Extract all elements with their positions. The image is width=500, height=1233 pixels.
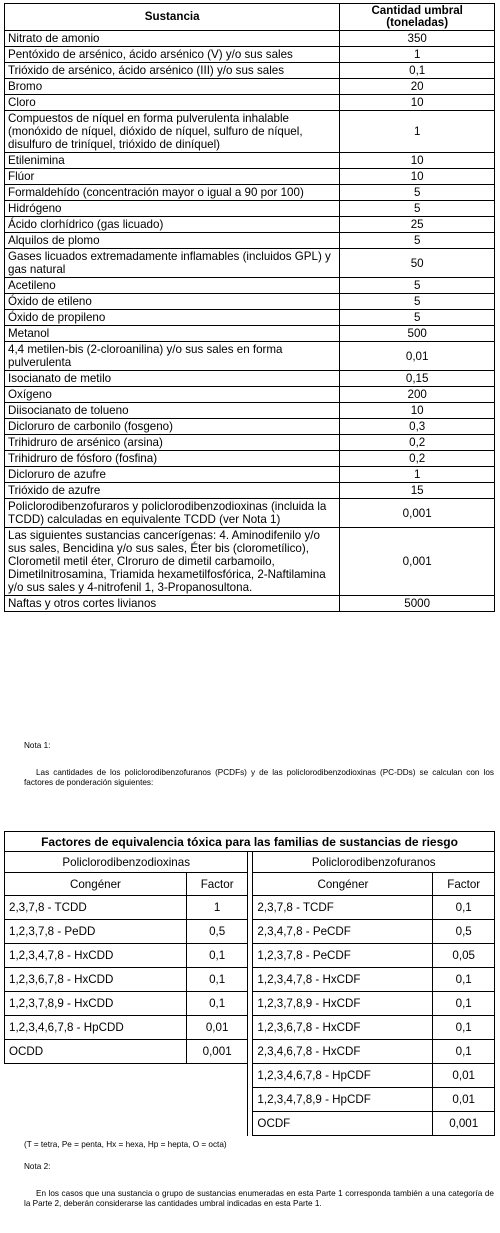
threshold-quantity: 10 <box>340 153 495 169</box>
substance-name: Trióxido de arsénico, ácido arsénico (III) y/o sus sales <box>5 63 340 79</box>
furan-congener: 1,2,3,4,7,8,9 - HpCDF <box>253 1088 433 1112</box>
dioxin-factor: 1 <box>186 896 248 920</box>
substance-name: Naftas y otros cortes livianos <box>5 596 340 612</box>
substance-row <box>5 47 495 63</box>
dioxin-congener: 1,2,3,4,7,8 - HxCDD <box>5 944 187 968</box>
note-1-text: Las cantidades de los policlorodibenzofuranos (PCDFs) y de las policlorodibenzodioxinas (PC-DDs) se calculan con los factores de ponderación siguientes: <box>24 768 494 787</box>
substance-name: Hidrógeno <box>5 201 340 217</box>
substance-row <box>5 528 495 596</box>
threshold-quantity: 0,001 <box>340 499 495 528</box>
substance-name: Cloro <box>5 95 340 111</box>
threshold-quantity: 1 <box>340 47 495 63</box>
threshold-quantity: 5 <box>340 201 495 217</box>
furan-congener: 1,2,3,6,7,8 - HxCDF <box>253 1016 433 1040</box>
substances-header-row <box>5 4 495 31</box>
substance-row <box>5 387 495 403</box>
furan-congener: OCDF <box>253 1112 433 1136</box>
substance-row <box>5 342 495 371</box>
threshold-quantity: 0,1 <box>340 63 495 79</box>
threshold-quantity: 5 <box>340 185 495 201</box>
congener-row <box>5 992 495 1016</box>
substance-row <box>5 294 495 310</box>
threshold-quantity: 5 <box>340 278 495 294</box>
threshold-quantity: 20 <box>340 79 495 95</box>
substance-name: Compuestos de níquel en forma pulverulenta inhalable (monóxido de níquel, dióxido de níquel, sulfuro de níquel, disulfuro de triníquel, trióxido de diníquel) <box>5 111 340 153</box>
substance-name: Trihidruro de arsénico (arsina) <box>5 435 340 451</box>
substance-row <box>5 278 495 294</box>
congener-row <box>5 1064 495 1088</box>
substance-row <box>5 403 495 419</box>
substance-row <box>5 217 495 233</box>
substance-name: 4,4 metilen-bis (2-cloroanilina) y/o sus sales en forma pulverulenta <box>5 342 340 371</box>
substance-row <box>5 185 495 201</box>
threshold-quantity: 0,15 <box>340 371 495 387</box>
substance-name: Formaldehído (concentración mayor o igual a 90 por 100) <box>5 185 340 201</box>
substance-name: Pentóxido de arsénico, ácido arsénico (V) y/o sus sales <box>5 47 340 63</box>
threshold-quantity: 5 <box>340 294 495 310</box>
threshold-quantity: 0,001 <box>340 528 495 596</box>
substance-row <box>5 326 495 342</box>
substance-row <box>5 451 495 467</box>
substance-name: Metanol <box>5 326 340 342</box>
congener-row <box>5 896 495 920</box>
furans-congener-header: Congéner <box>253 873 433 896</box>
substance-name: Isocianato de metilo <box>5 371 340 387</box>
congener-row <box>5 968 495 992</box>
substance-row <box>5 233 495 249</box>
substance-name: Gases licuados extremadamente inflamables (incluidos GPL) y gas natural <box>5 249 340 278</box>
dioxin-congener: 1,2,3,7,8 - PeDD <box>5 920 187 944</box>
threshold-quantity: 25 <box>340 217 495 233</box>
substance-name: Las siguientes sustancias cancerígenas: 4. Aminodifenilo y/o sus sales, Bencidina y/o sus sales, Éter bis (clorometílico), Clorometil metil éter, Clroruro de dimetil carbamoilo, Dimetilnitrosamina, Triamida hexametilfosfórica, 2-Naftilamina y/o sus sales y 4-nitrofenil 1, 3-Propanosultona. <box>5 528 340 596</box>
substance-name: Dicloruro de carbonilo (fosgeno) <box>5 419 340 435</box>
substance-row <box>5 435 495 451</box>
substance-row <box>5 467 495 483</box>
threshold-quantity: 5 <box>340 310 495 326</box>
threshold-quantity: 1 <box>340 467 495 483</box>
substance-name: Óxido de propileno <box>5 310 340 326</box>
substance-row <box>5 310 495 326</box>
congener-row <box>5 944 495 968</box>
substance-column-header: Sustancia <box>5 4 340 31</box>
substance-name: Dicloruro de azufre <box>5 467 340 483</box>
threshold-quantity: 5 <box>340 233 495 249</box>
substance-name: Nitrato de amonio <box>5 31 340 47</box>
furan-factor: 0,001 <box>433 1112 495 1136</box>
note-2-title: Nota 2: <box>24 1162 51 1171</box>
substance-row <box>5 169 495 185</box>
congener-row <box>5 1040 495 1064</box>
note-2-text: En los casos que una sustancia o grupo de sustancias enumeradas en esta Parte 1 corresponda también a una categoría de la Parte 2, deberán considerarse las cantidades umbral indicadas en esta Parte 1. <box>24 1189 494 1208</box>
threshold-quantity: 10 <box>340 169 495 185</box>
furan-factor: 0,05 <box>433 944 495 968</box>
furan-factor: 0,01 <box>433 1088 495 1112</box>
dioxin-congener: 2,3,7,8 - TCDD <box>5 896 187 920</box>
furan-congener: 1,2,3,7,8,9 - HxCDF <box>253 992 433 1016</box>
dioxin-factor: 0,01 <box>186 1016 248 1040</box>
substance-row <box>5 596 495 612</box>
toxic-equivalence-title: Factores de equivalencia tóxica para las familias de sustancias de riesgo <box>5 832 495 852</box>
substance-row <box>5 63 495 79</box>
substance-row <box>5 79 495 95</box>
substance-row <box>5 111 495 153</box>
threshold-quantity: 5000 <box>340 596 495 612</box>
furans-group-header: Policlorodibenzofuranos <box>253 852 495 873</box>
substance-row <box>5 201 495 217</box>
dioxin-factor: 0,1 <box>186 968 248 992</box>
threshold-quantity: 50 <box>340 249 495 278</box>
furan-factor: 0,1 <box>433 992 495 1016</box>
furan-factor: 0,1 <box>433 1016 495 1040</box>
substance-row <box>5 153 495 169</box>
threshold-quantity: 1 <box>340 111 495 153</box>
furan-congener: 2,3,4,6,7,8 - HxCDF <box>253 1040 433 1064</box>
congener-row <box>5 920 495 944</box>
dioxin-congener: 1,2,3,7,8,9 - HxCDD <box>5 992 187 1016</box>
substance-row <box>5 483 495 499</box>
dioxin-factor: 0,1 <box>186 992 248 1016</box>
congener-row <box>5 1112 495 1136</box>
substance-row <box>5 249 495 278</box>
substance-row <box>5 31 495 47</box>
toxic-equivalence-table <box>4 831 495 1136</box>
abbreviations-note: (T = tetra, Pe = penta, Hx = hexa, Hp = hepta, O = octa) <box>24 1140 227 1149</box>
substances-table <box>4 3 495 612</box>
threshold-quantity: 0,2 <box>340 435 495 451</box>
substance-name: Oxígeno <box>5 387 340 403</box>
threshold-quantity: 10 <box>340 95 495 111</box>
substance-name: Flúor <box>5 169 340 185</box>
substance-row <box>5 95 495 111</box>
dioxin-congener: 1,2,3,6,7,8 - HxCDD <box>5 968 187 992</box>
threshold-quantity: 15 <box>340 483 495 499</box>
furan-congener: 2,3,4,7,8 - PeCDF <box>253 920 433 944</box>
threshold-quantity: 200 <box>340 387 495 403</box>
congener-row <box>5 1088 495 1112</box>
dioxins-congener-header: Congéner <box>5 873 187 896</box>
dioxin-factor: 0,001 <box>186 1040 248 1064</box>
congener-row <box>5 1016 495 1040</box>
threshold-quantity: 10 <box>340 403 495 419</box>
substance-name: Etilenimina <box>5 153 340 169</box>
furan-congener: 1,2,3,4,7,8 - HxCDF <box>253 968 433 992</box>
threshold-quantity: 0,01 <box>340 342 495 371</box>
substance-name: Trióxido de azufre <box>5 483 340 499</box>
dioxin-factor: 0,1 <box>186 944 248 968</box>
dioxin-congener: OCDD <box>5 1040 187 1064</box>
substance-row <box>5 419 495 435</box>
substance-name: Acetileno <box>5 278 340 294</box>
substance-name: Alquilos de plomo <box>5 233 340 249</box>
furan-factor: 0,1 <box>433 968 495 992</box>
substance-name: Ácido clorhídrico (gas licuado) <box>5 217 340 233</box>
substance-row <box>5 499 495 528</box>
furan-congener: 2,3,7,8 - TCDF <box>253 896 433 920</box>
dioxins-factor-header: Factor <box>186 873 248 896</box>
substance-name: Trihidruro de fósforo (fosfina) <box>5 451 340 467</box>
note-1-title: Nota 1: <box>24 741 51 750</box>
furan-factor: 0,1 <box>433 1040 495 1064</box>
threshold-quantity: 500 <box>340 326 495 342</box>
substance-name: Bromo <box>5 79 340 95</box>
substance-name: Diisocianato de tolueno <box>5 403 340 419</box>
dioxin-congener: 1,2,3,4,6,7,8 - HpCDD <box>5 1016 187 1040</box>
furans-factor-header: Factor <box>433 873 495 896</box>
furan-congener: 1,2,3,7,8 - PeCDF <box>253 944 433 968</box>
threshold-quantity: 0,2 <box>340 451 495 467</box>
substance-row <box>5 371 495 387</box>
dioxin-factor: 0,5 <box>186 920 248 944</box>
furan-factor: 0,5 <box>433 920 495 944</box>
threshold-column-header: Cantidad umbral (toneladas) <box>340 4 495 31</box>
substance-name: Policlorodibenzofuraros y policlorodibenzodioxinas (incluida la TCDD) calculadas en equivalente TCDD (ver Nota 1) <box>5 499 340 528</box>
furan-factor: 0,1 <box>433 896 495 920</box>
dioxins-group-header: Policlorodibenzodioxinas <box>5 852 248 873</box>
threshold-quantity: 350 <box>340 31 495 47</box>
threshold-quantity: 0,3 <box>340 419 495 435</box>
furan-congener: 1,2,3,4,6,7,8 - HpCDF <box>253 1064 433 1088</box>
substance-name: Óxido de etileno <box>5 294 340 310</box>
furan-factor: 0,01 <box>433 1064 495 1088</box>
